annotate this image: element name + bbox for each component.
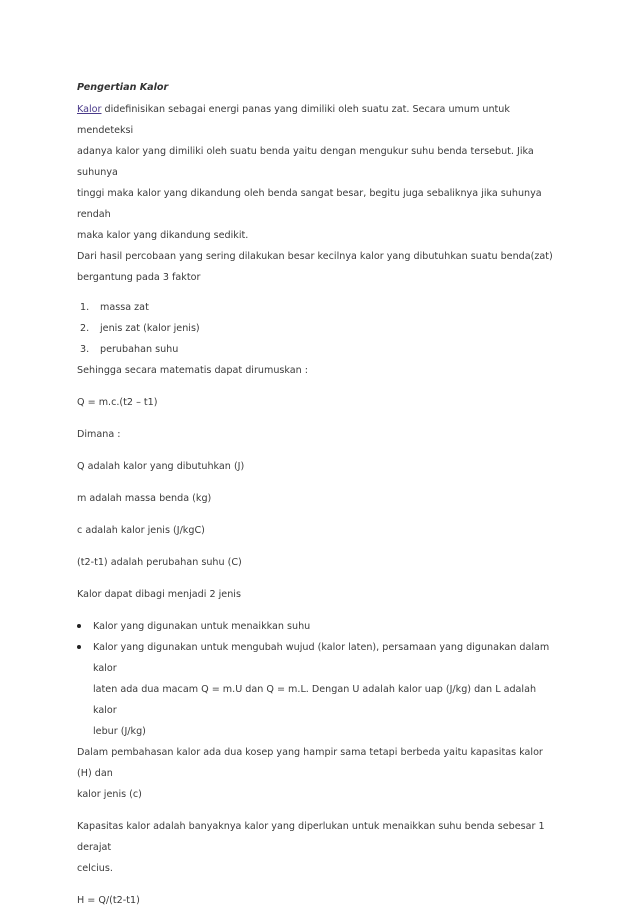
intro-line-2: adanya kalor yang dimiliki oleh suatu benda yaitu dengan mengukur suhu benda tersebut. Jika suhunya: [77, 146, 534, 178]
definition-m: m adalah massa benda (kg): [77, 493, 212, 504]
intro-line-1-text: didefinisikan sebagai energi panas yang dimiliki oleh suatu zat. Secara umum untuk mendeteksi: [77, 104, 510, 136]
bullet-icon: [77, 624, 81, 628]
list-item: [77, 297, 555, 318]
bullet-icon: [77, 645, 81, 649]
types-list: [77, 616, 555, 742]
list-item-text: perubahan suhu: [100, 344, 179, 355]
capacity-paragraph: [77, 816, 555, 879]
list-item-text: Kalor yang digunakan untuk mengubah wujud (kalor laten), persamaan yang digunakan dalam kalor: [93, 642, 550, 674]
intro-line-4: maka kalor yang dikandung sedikit.: [77, 230, 249, 241]
intro-line-1: [77, 99, 555, 141]
list-item-text: Kalor yang digunakan untuk menaikkan suhu: [93, 621, 311, 632]
definition-c: c adalah kalor jenis (J/kgC): [77, 525, 205, 536]
list-number: 2.: [80, 323, 90, 334]
factors-list: [77, 297, 555, 360]
list-item-text: lebur (J/kg): [93, 726, 146, 737]
list-item-text: jenis zat (kalor jenis): [100, 323, 200, 334]
factors-line-2: bergantung pada 3 faktor: [77, 272, 201, 283]
concept-paragraph: [77, 742, 555, 805]
list-item-text: laten ada dua macam Q = m.U dan Q = m.L. Dengan U adalah kalor uap (J/kg) dan L adalah kalor: [93, 684, 537, 716]
list-item: [77, 318, 555, 339]
math-intro: Sehingga secara matematis dapat dirumuskan :: [77, 365, 309, 376]
formula-h: H = Q/(t2-t1): [77, 895, 140, 906]
list-number: 3.: [80, 344, 90, 355]
list-item: [77, 339, 555, 360]
list-number: 1.: [80, 302, 90, 313]
formula-q: Q = m.c.(t2 – t1): [77, 397, 158, 408]
document-body: [77, 77, 555, 911]
heading-pengertian-kalor: Pengertian Kalor: [77, 82, 169, 93]
list-item-text: massa zat: [100, 302, 149, 313]
concept-line-2: kalor jenis (c): [77, 789, 142, 800]
list-item: [77, 637, 555, 742]
dimana-label: Dimana :: [77, 429, 121, 440]
definition-q: Q adalah kalor yang dibutuhkan (J): [77, 461, 245, 472]
intro-line-3: tinggi maka kalor yang dikandung oleh benda sangat besar, begitu juga sebaliknya jika suhunya rendah: [77, 188, 542, 220]
factors-line-1: Dari hasil percobaan yang sering dilakukan besar kecilnya kalor yang dibutuhkan suatu benda(zat): [77, 251, 553, 262]
concept-line-1: Dalam pembahasan kalor ada dua kosep yang hampir sama tetapi berbeda yaitu kapasitas kalor (H) dan: [77, 747, 543, 779]
capacity-line-2: celcius.: [77, 863, 113, 874]
list-item: [77, 616, 555, 637]
types-intro: Kalor dapat dibagi menjadi 2 jenis: [77, 589, 241, 600]
definition-t: (t2-t1) adalah perubahan suhu (C): [77, 557, 242, 568]
intro-paragraph: [77, 99, 555, 288]
kalor-link[interactable]: Kalor: [77, 104, 102, 115]
capacity-line-1: Kapasitas kalor adalah banyaknya kalor yang diperlukan untuk menaikkan suhu benda sebesar 1 derajat: [77, 821, 545, 853]
